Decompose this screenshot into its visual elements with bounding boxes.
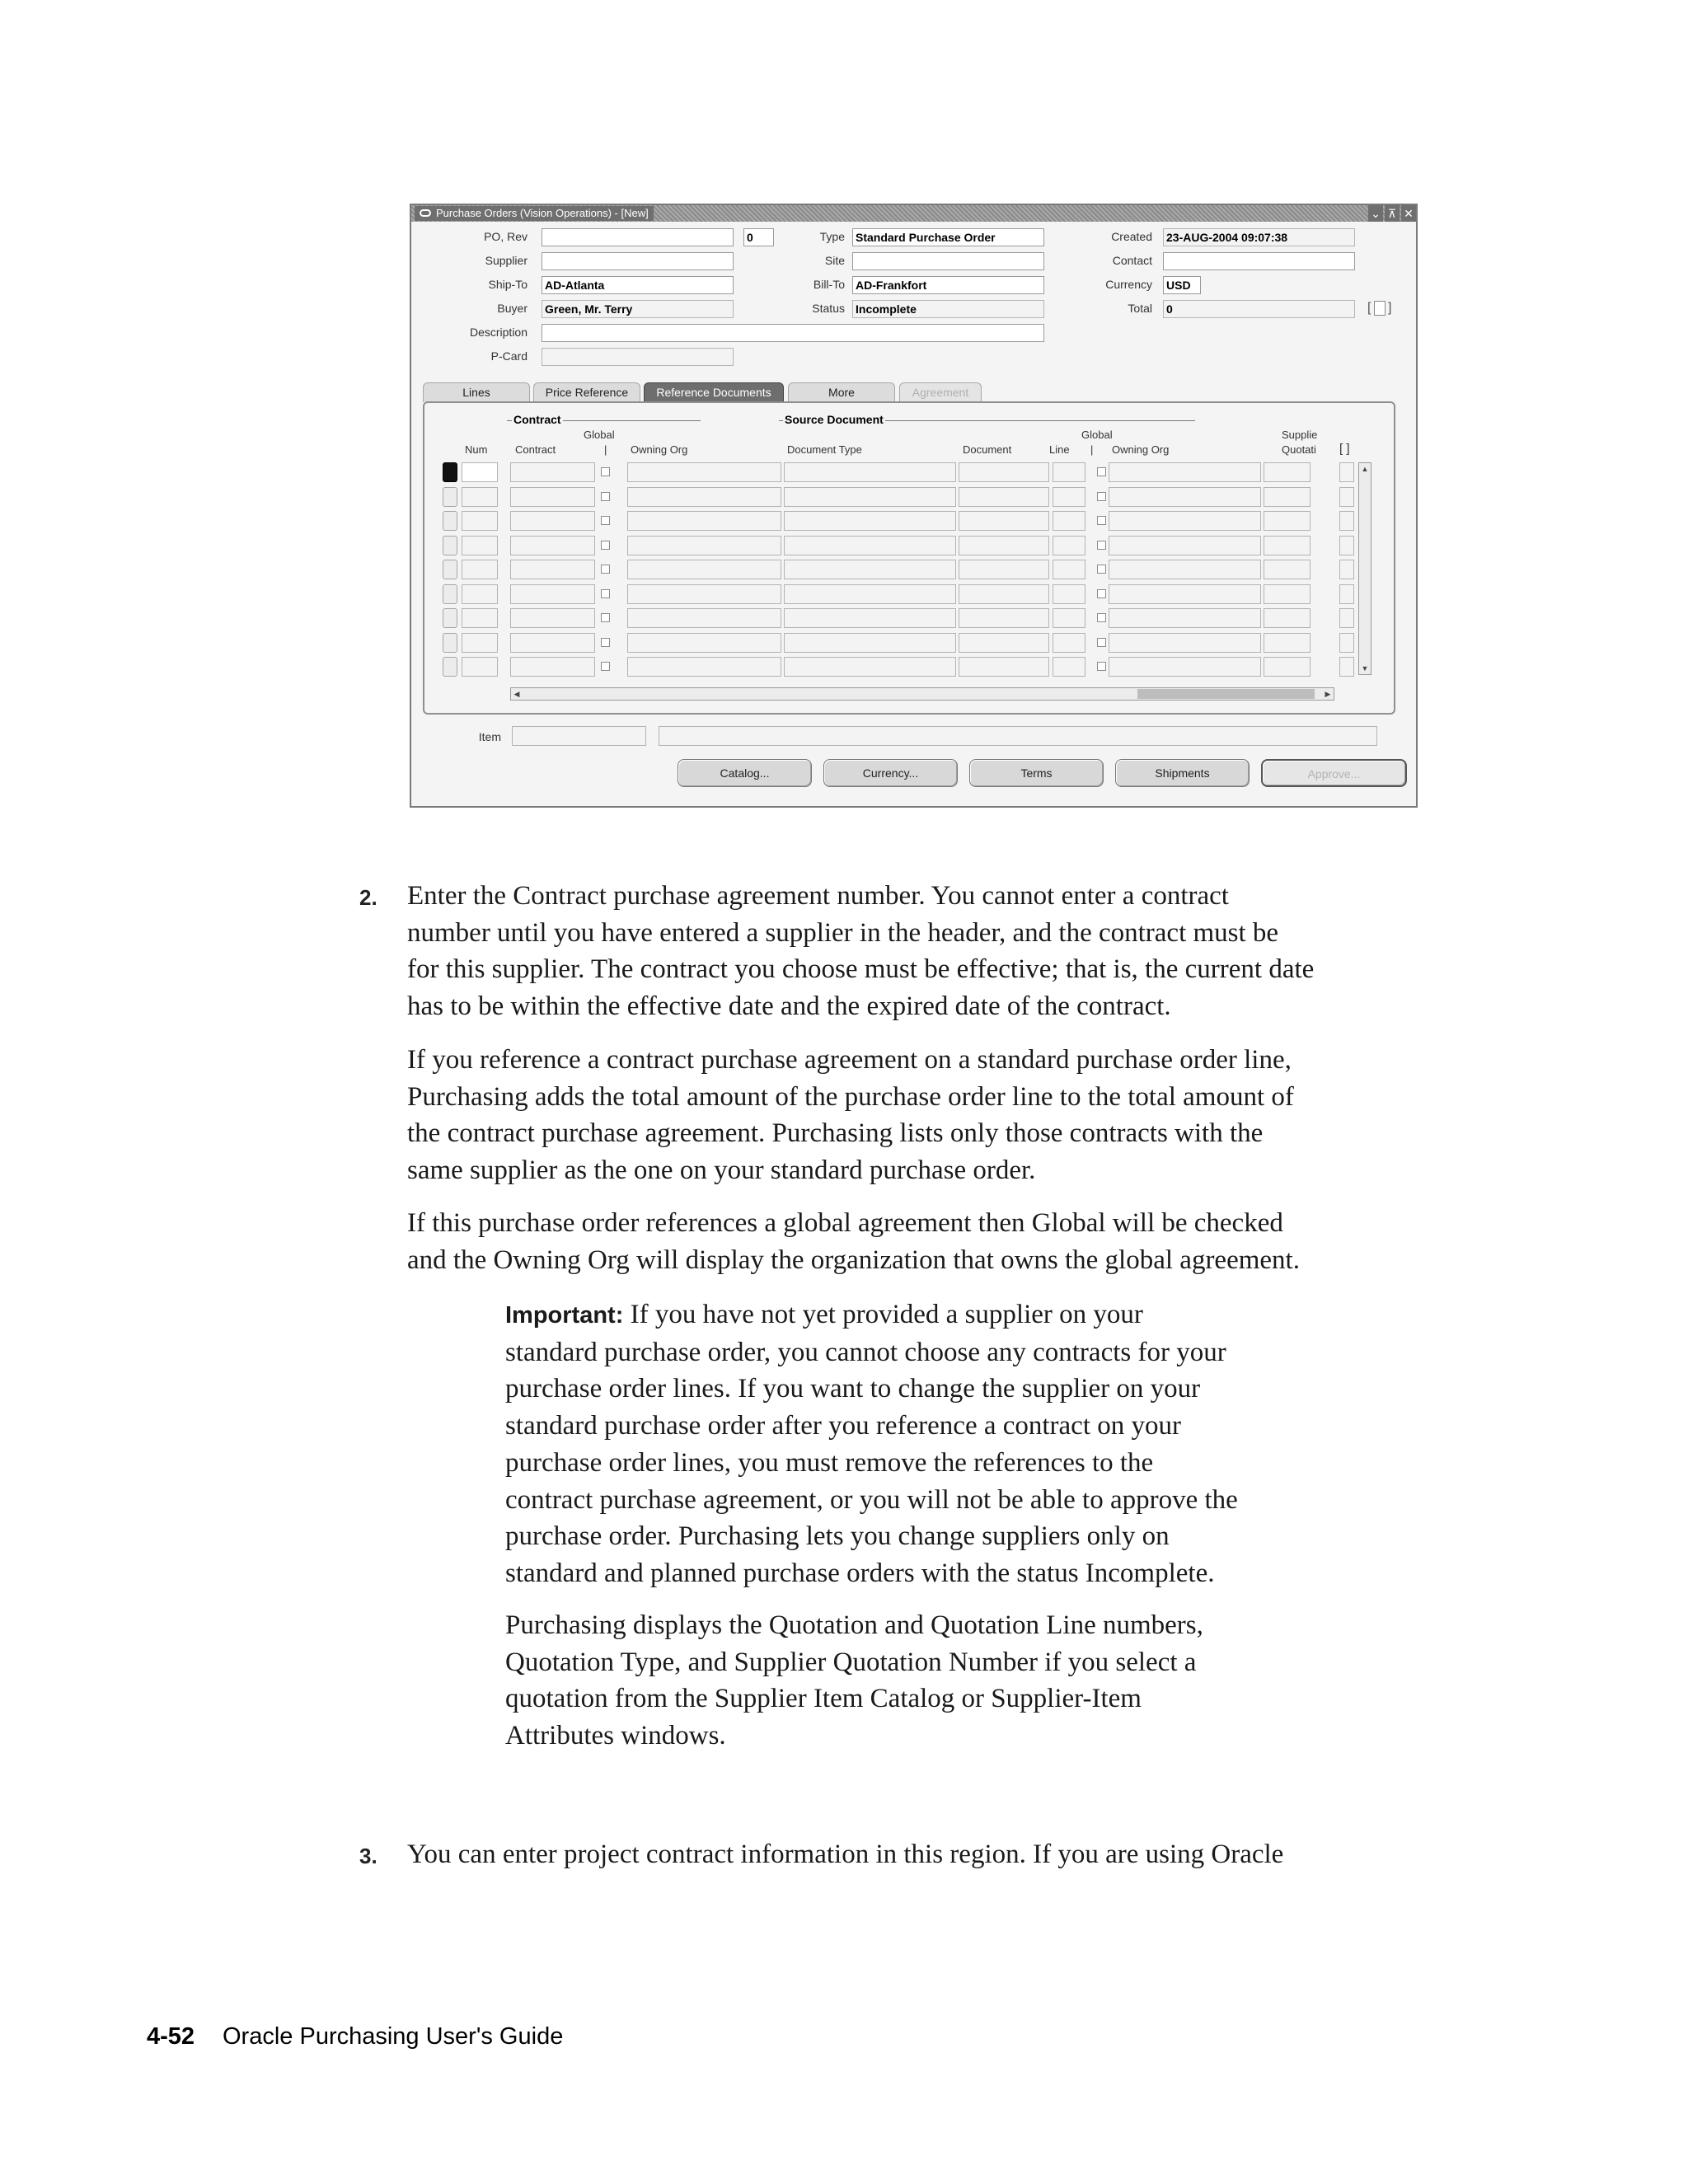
grid-cell[interactable] xyxy=(959,487,1049,507)
tab-reference-documents[interactable]: Reference Documents xyxy=(644,382,784,402)
grid-cell[interactable] xyxy=(1264,633,1311,653)
text-line: You can enter project contract information in this region. If you are using Oracle xyxy=(407,1840,1284,1869)
text-line: quotation from the Supplier Item Catalog or Supplier-Item xyxy=(505,1684,1142,1714)
description-label: Description xyxy=(469,326,528,339)
global-checkbox[interactable] xyxy=(1097,638,1106,647)
text-line: Attributes windows. xyxy=(505,1721,726,1751)
global-checkbox[interactable] xyxy=(1097,467,1106,476)
grid-cell[interactable] xyxy=(510,584,595,604)
minimize-icon[interactable]: ⌄ xyxy=(1368,205,1383,222)
text-line: number until you have entered a supplier in the header, and the contract must be xyxy=(407,917,1279,948)
grid-cell[interactable] xyxy=(784,511,956,531)
grid-cell[interactable] xyxy=(959,608,1049,628)
grid-cell[interactable] xyxy=(959,657,1049,677)
grid-cell[interactable] xyxy=(959,511,1049,531)
grid-cell[interactable] xyxy=(1264,560,1311,579)
global-checkbox[interactable] xyxy=(1097,516,1106,525)
global-checkbox[interactable] xyxy=(1097,541,1106,550)
revision-field[interactable]: 0 xyxy=(743,228,774,246)
grid-cell[interactable] xyxy=(1109,487,1261,507)
horizontal-scrollbar[interactable] xyxy=(510,687,1334,701)
grid-cell[interactable] xyxy=(462,560,498,579)
po-rev-label: PO, Rev xyxy=(484,230,528,243)
text-line: same supplier as the one on your standard purchase order. xyxy=(407,1155,1036,1186)
num-col-header: Num xyxy=(465,443,488,456)
grid-cell[interactable] xyxy=(784,560,956,579)
supplier-col-header: Supplie xyxy=(1282,429,1318,441)
row-selector[interactable] xyxy=(443,633,457,653)
text-line: has to be within the effective date and the expired date of the contract. xyxy=(407,991,1171,1022)
grid-cell[interactable] xyxy=(1339,560,1354,579)
tab-more[interactable]: More xyxy=(788,382,895,402)
site-field[interactable] xyxy=(852,252,1044,270)
text-line: Purchasing adds the total amount of the purchase order line to the total amount of xyxy=(407,1081,1294,1112)
bill-to-label: Bill-To xyxy=(813,278,845,291)
grid-cell[interactable] xyxy=(959,462,1049,482)
grid-cell[interactable] xyxy=(784,536,956,555)
grid-cell[interactable] xyxy=(462,584,498,604)
grid-cell[interactable] xyxy=(1109,462,1261,482)
bill-to-field[interactable]: AD-Frankfort xyxy=(852,276,1044,294)
grid-cell[interactable] xyxy=(1339,657,1354,677)
row-selector[interactable] xyxy=(443,462,457,482)
contact-field[interactable] xyxy=(1163,252,1355,270)
grid-cell[interactable] xyxy=(510,657,595,677)
text-line: purchase order. Purchasing lets you change suppliers only on xyxy=(505,1521,1170,1552)
grid-cell[interactable] xyxy=(959,536,1049,555)
global-checkbox[interactable] xyxy=(601,613,610,622)
grid-cell[interactable] xyxy=(1053,560,1085,579)
grid-cell[interactable] xyxy=(627,536,781,555)
global-agreement-paragraph xyxy=(407,1205,1479,1278)
row-selector[interactable] xyxy=(443,608,457,628)
grid-cell[interactable] xyxy=(627,657,781,677)
pcard-field[interactable] xyxy=(542,348,734,366)
vertical-scrollbar[interactable] xyxy=(1358,462,1372,675)
global-checkbox[interactable] xyxy=(601,638,610,647)
catalog-button[interactable]: Catalog... xyxy=(678,759,812,787)
tab-lines[interactable]: Lines xyxy=(423,382,530,402)
site-label: Site xyxy=(824,254,845,267)
shipments-button[interactable]: Shipments xyxy=(1115,759,1250,787)
contract-group-header: Contract xyxy=(513,413,561,426)
important-note xyxy=(505,1296,1453,1592)
item-label: Item xyxy=(478,730,501,743)
grid-cell[interactable] xyxy=(784,608,956,628)
grid-cell[interactable] xyxy=(1109,511,1261,531)
grid-cell[interactable] xyxy=(959,560,1049,579)
grid-cell[interactable] xyxy=(510,633,595,653)
important-label: Important: xyxy=(505,1302,624,1329)
global-checkbox[interactable] xyxy=(601,541,610,550)
page-number: 4-52 xyxy=(147,2023,195,2050)
grid-cell[interactable] xyxy=(1053,462,1085,482)
contact-label: Contact xyxy=(1112,254,1152,267)
type-label: Type xyxy=(819,230,845,243)
text-line: and the Owning Org will display the organization that owns the global agreement. xyxy=(407,1244,1300,1275)
global-flag-col-header-2: | xyxy=(1090,443,1094,456)
grid-cell[interactable] xyxy=(627,462,781,482)
grid-cell[interactable] xyxy=(1053,536,1085,555)
tab-price-reference[interactable]: Price Reference xyxy=(533,382,640,402)
grid-cell[interactable] xyxy=(1053,657,1085,677)
grid-cell[interactable] xyxy=(462,462,498,482)
grid-cell[interactable] xyxy=(462,511,498,531)
grid-cell[interactable] xyxy=(1053,511,1085,531)
approve-button: Approve... xyxy=(1261,759,1407,787)
text-line: purchase order lines. If you want to change the supplier on your xyxy=(505,1374,1201,1404)
row-selector[interactable] xyxy=(443,511,457,531)
row-selector[interactable] xyxy=(443,657,457,677)
grid-cell[interactable] xyxy=(627,560,781,579)
grid-cell[interactable] xyxy=(1053,487,1085,507)
reference-documents-panel xyxy=(423,401,1395,715)
grid-cell[interactable] xyxy=(1053,584,1085,604)
grid-cell[interactable] xyxy=(784,633,956,653)
total-field: 0 xyxy=(1163,300,1355,318)
contract-reference-paragraph xyxy=(407,1042,1479,1189)
created-field: 23-AUG-2004 09:07:38 xyxy=(1163,228,1355,246)
scroll-down-icon[interactable]: ▼ xyxy=(1361,664,1369,673)
grid-cell[interactable] xyxy=(627,584,781,604)
grid-cell[interactable] xyxy=(627,633,781,653)
grid-cell[interactable] xyxy=(959,584,1049,604)
grid-cell[interactable] xyxy=(510,560,595,579)
grid-cell[interactable] xyxy=(1339,487,1354,507)
row-flex-header-icon[interactable]: [ ] xyxy=(1339,442,1350,456)
grid-cell[interactable] xyxy=(462,633,498,653)
text-line: Quotation Type, and Supplier Quotation Number if you select a xyxy=(505,1647,1197,1677)
global-checkbox[interactable] xyxy=(601,589,610,598)
scroll-right-icon[interactable]: ▶ xyxy=(1325,690,1331,698)
created-label: Created xyxy=(1111,230,1152,243)
text-line: standard purchase order after you reference a contract on your xyxy=(505,1411,1181,1441)
grid-cell[interactable] xyxy=(510,487,595,507)
grid-cell[interactable] xyxy=(627,511,781,531)
text-line: contract purchase agreement, or you will not be able to approve the xyxy=(505,1484,1238,1515)
grid-cell[interactable] xyxy=(462,657,498,677)
global-checkbox[interactable] xyxy=(1097,565,1106,574)
global-checkbox[interactable] xyxy=(601,492,610,501)
global-checkbox[interactable] xyxy=(601,467,610,476)
document-type-col-header: Document Type xyxy=(787,443,862,456)
text-line: If this purchase order references a global agreement then Global will be checked xyxy=(407,1208,1283,1238)
quotation-col-header: Quotati xyxy=(1282,443,1316,456)
row-selector[interactable] xyxy=(443,560,457,579)
grid-cell[interactable] xyxy=(1339,633,1354,653)
scroll-up-icon[interactable]: ▲ xyxy=(1361,465,1369,473)
description-field[interactable] xyxy=(542,324,1044,342)
document-col-header: Document xyxy=(963,443,1012,456)
supplier-field[interactable] xyxy=(542,252,734,270)
global-checkbox[interactable] xyxy=(1097,613,1106,622)
row-selector[interactable] xyxy=(443,584,457,604)
window-title: Purchase Orders (Vision Operations) - [New] xyxy=(415,206,654,221)
grid-cell[interactable] xyxy=(462,487,498,507)
grid-cell[interactable] xyxy=(1053,633,1085,653)
status-field: Incomplete xyxy=(852,300,1044,318)
grid-cell[interactable] xyxy=(784,584,956,604)
pcard-label: P-Card xyxy=(490,349,528,363)
item-field[interactable] xyxy=(512,726,646,746)
grid-cell[interactable] xyxy=(1053,608,1085,628)
terms-button[interactable]: Terms xyxy=(969,759,1104,787)
source-document-group-header: Source Document xyxy=(785,413,884,426)
step-2-number: 2. xyxy=(359,885,377,910)
grid-cell[interactable] xyxy=(1339,536,1354,555)
supplier-label: Supplier xyxy=(485,254,528,267)
text-line: the contract purchase agreement. Purchasing lists only those contracts with the xyxy=(407,1118,1264,1149)
grid-cell[interactable] xyxy=(1109,657,1261,677)
grid-cell[interactable] xyxy=(1109,584,1261,604)
global-checkbox[interactable] xyxy=(601,565,610,574)
grid-cell[interactable] xyxy=(462,536,498,555)
grid-cell[interactable] xyxy=(1264,511,1311,531)
grid-cell[interactable] xyxy=(1339,608,1354,628)
grid-cell[interactable] xyxy=(510,511,595,531)
text-line: for this supplier. The contract you choose must be effective; that is, the current date xyxy=(407,954,1315,985)
grid-cell[interactable] xyxy=(784,462,956,482)
global-checkbox[interactable] xyxy=(1097,492,1106,501)
grid-cell[interactable] xyxy=(462,608,498,628)
text-line: purchase order lines, you must remove the references to the xyxy=(505,1447,1154,1478)
quotation-paragraph xyxy=(505,1607,1453,1755)
title-bar[interactable] xyxy=(411,205,1416,222)
currency-button[interactable]: Currency... xyxy=(823,759,958,787)
global-col-header-2: Global xyxy=(1081,429,1113,441)
global-flag-col-header: | xyxy=(604,443,607,456)
global-col-header: Global xyxy=(584,429,615,441)
grid-cell[interactable] xyxy=(1339,511,1354,531)
grid-cell[interactable] xyxy=(1264,536,1311,555)
grid-cell[interactable] xyxy=(1264,608,1311,628)
grid-cell[interactable] xyxy=(784,657,956,677)
grid-cell[interactable] xyxy=(1339,462,1354,482)
type-field[interactable]: Standard Purchase Order xyxy=(852,228,1044,246)
text-line: Enter the Contract purchase agreement number. You cannot enter a contract xyxy=(407,881,1229,911)
text-line: Purchasing displays the Quotation and Quotation Line numbers, xyxy=(505,1610,1203,1640)
grid-cell[interactable] xyxy=(510,462,595,482)
step-3-paragraph xyxy=(407,1836,1479,1873)
text-line: If you reference a contract purchase agreement on a standard purchase order line, xyxy=(407,1045,1292,1075)
owning-org-col-header: Owning Org xyxy=(631,443,688,456)
grid-cell[interactable] xyxy=(1109,633,1261,653)
maximize-icon[interactable]: ⊼ xyxy=(1385,205,1400,222)
step-2-paragraph xyxy=(407,878,1479,1025)
important-first-line: If you have not yet provided a supplier on your xyxy=(623,1300,1143,1329)
scroll-left-icon[interactable]: ◀ xyxy=(513,690,520,698)
buyer-field[interactable]: Green, Mr. Terry xyxy=(542,300,734,318)
global-checkbox[interactable] xyxy=(1097,589,1106,598)
row-selector[interactable] xyxy=(443,487,457,507)
step-3-number: 3. xyxy=(359,1844,377,1868)
line-col-header: Line xyxy=(1049,443,1070,456)
grid-cell[interactable] xyxy=(1109,560,1261,579)
currency-field[interactable]: USD xyxy=(1163,276,1201,294)
grid-cell[interactable] xyxy=(1264,657,1311,677)
purchase-orders-window xyxy=(410,204,1418,808)
grid-cell[interactable] xyxy=(1109,536,1261,555)
contract-col-header: Contract xyxy=(515,443,556,456)
global-checkbox[interactable] xyxy=(601,516,610,525)
grid-cell[interactable] xyxy=(1264,462,1311,482)
ship-to-field[interactable]: AD-Atlanta xyxy=(542,276,734,294)
tab-agreement: Agreement xyxy=(899,382,982,402)
ship-to-label: Ship-To xyxy=(488,278,528,291)
grid-cell[interactable] xyxy=(1109,608,1261,628)
row-selector[interactable] xyxy=(443,536,457,555)
currency-label: Currency xyxy=(1105,278,1152,291)
grid-cell[interactable] xyxy=(1339,584,1354,604)
text-line xyxy=(505,1296,1453,1334)
owning-org-col-header-2: Owning Org xyxy=(1112,443,1170,456)
horizontal-scroll-thumb[interactable] xyxy=(1137,689,1315,699)
global-checkbox[interactable] xyxy=(1097,662,1106,671)
grid-cell[interactable] xyxy=(959,633,1049,653)
grid-cell[interactable] xyxy=(510,608,595,628)
grid-cell[interactable] xyxy=(627,608,781,628)
attachment-flex-icon[interactable]: [ ] xyxy=(1367,301,1392,315)
buyer-label: Buyer xyxy=(497,302,528,315)
status-label: Status xyxy=(812,302,845,315)
grid-cell[interactable] xyxy=(627,487,781,507)
guide-title: Oracle Purchasing User's Guide xyxy=(223,2023,564,2050)
grid-cell[interactable] xyxy=(1264,584,1311,604)
po-number-field[interactable] xyxy=(542,228,734,246)
total-label: Total xyxy=(1128,302,1152,315)
item-description-field[interactable] xyxy=(659,726,1377,746)
text-line: standard purchase order, you cannot choose any contracts for your xyxy=(505,1337,1226,1367)
close-icon[interactable]: ✕ xyxy=(1401,205,1416,222)
grid-cell[interactable] xyxy=(784,487,956,507)
text-line: standard and planned purchase orders with the status Incomplete. xyxy=(505,1558,1215,1588)
grid-cell[interactable] xyxy=(510,536,595,555)
grid-cell[interactable] xyxy=(1264,487,1311,507)
global-checkbox[interactable] xyxy=(601,662,610,671)
